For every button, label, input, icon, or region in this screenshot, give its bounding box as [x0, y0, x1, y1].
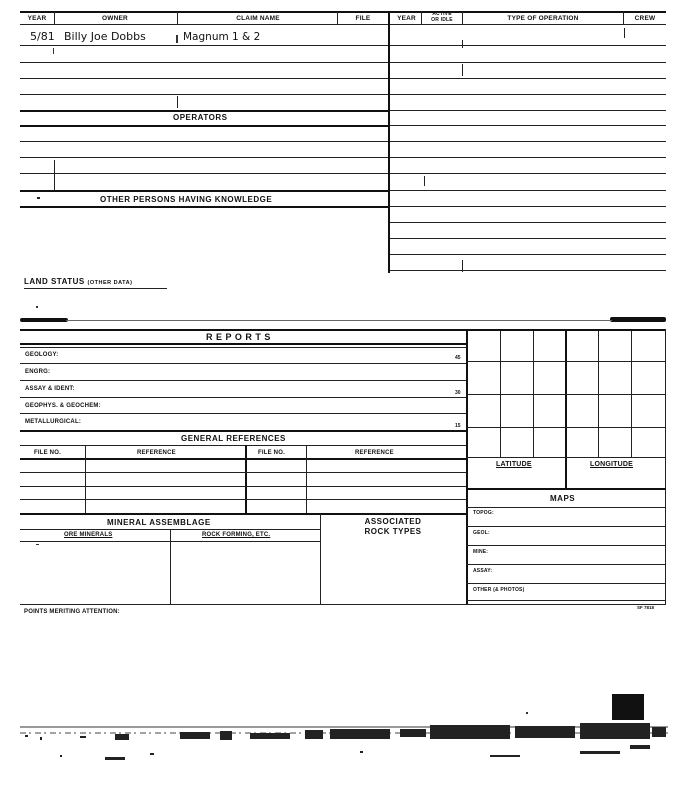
header-owner: OWNER [102, 15, 128, 22]
scan-noise-band [20, 715, 668, 770]
report-assay: ASSAY & IDENT: [25, 386, 75, 392]
header-year-2: YEAR [397, 15, 416, 22]
header-year: YEAR [27, 15, 47, 22]
maps-geol: GEOL: [473, 530, 490, 536]
ore-minerals-label: ORE MINERALS [64, 532, 113, 538]
maps-title: MAPS [550, 494, 576, 503]
maps-other: OTHER (& PHOTOS) [473, 587, 525, 593]
latitude-label: LATITUDE [496, 461, 532, 468]
maps-topog: TOPOG: [473, 510, 494, 516]
rock-forming-label: ROCK FORMING, ETC. [202, 532, 271, 538]
ref-col-reference: REFERENCE [137, 450, 176, 456]
points-meriting-attention: POINTS MERITING ATTENTION: [24, 609, 120, 615]
report-geology: GEOLOGY: [25, 352, 59, 358]
ref-col-file-no: FILE NO. [34, 450, 61, 456]
land-status-subtitle: (OTHER DATA) [87, 280, 133, 286]
report-metallurgical: METALLURGICAL: [25, 419, 82, 425]
entry-claim-name: Magnum 1 & 2 [183, 31, 261, 43]
report-geophys: GEOPHYS. & GEOCHEM: [25, 403, 101, 409]
report-geology-num: 45 [455, 355, 461, 361]
header-active-idle: ACTIVE OR IDLE [431, 11, 453, 23]
header-file: FILE [355, 15, 371, 22]
report-metallurgical-num: 15 [455, 423, 461, 429]
report-assay-num: 30 [455, 390, 461, 396]
longitude-label: LONGITUDE [590, 461, 634, 468]
header-type-of-operation: TYPE OF OPERATION [507, 15, 579, 22]
reports-title: R E P O R T S [206, 332, 271, 342]
land-status-title: LAND STATUS (OTHER DATA) [24, 277, 133, 286]
ref-col-file-no-2: FILE NO. [258, 450, 285, 456]
maps-mine: MINE: [473, 549, 489, 555]
other-persons-title: OTHER PERSONS HAVING KNOWLEDGE [100, 195, 273, 204]
operators-title: OPERATORS [173, 113, 228, 122]
header-crew: CREW [634, 15, 656, 22]
owner-divider-mark [176, 35, 178, 43]
entry-owner: Billy Joe Dobbs [64, 30, 146, 43]
form-number: SF 7818 [637, 605, 655, 610]
mineral-assemblage-title: MINERAL ASSEMBLAGE [107, 518, 211, 527]
entry-year: 5/81 [30, 30, 55, 43]
maps-assay: ASSAY: [473, 568, 493, 574]
header-claim-name: CLAIM NAME [236, 15, 280, 22]
associated-rock-types: ASSOCIATED ROCK TYPES [364, 517, 422, 536]
ref-col-reference-2: REFERENCE [355, 450, 394, 456]
report-engrg: ENGRG: [25, 369, 51, 375]
general-references-title: GENERAL REFERENCES [181, 434, 286, 443]
